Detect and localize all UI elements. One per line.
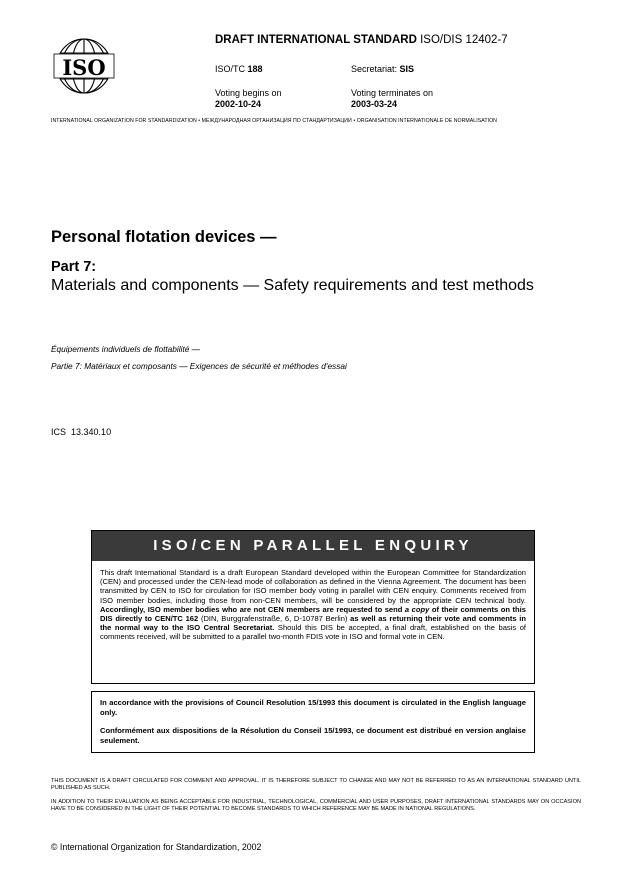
regulation-disclaimer: IN ADDITION TO THEIR EVALUATION AS BEING ACCEPTABLE FOR INDUSTRIAL, TECHNOLOGICAL, COMMERCIAL AND USER PURPOSES, DRAFT INTERNATIONAL STANDARDS MAY ON OCCASION HAVE TO BE CONSIDERED IN THE LIGHT OF THEIR POTENTIAL TO BECOME STANDARDS TO WHICH REFERENCE MAY BE MADE IN NATIONAL REGULATIONS.	[51, 799, 581, 812]
ics-code	[51, 427, 111, 437]
page-title: Personal flotation devices —	[51, 228, 277, 246]
technical-committee	[215, 64, 263, 75]
council-resolution-fr: Conformément aux dispositions de la Résolution du Conseil 15/1993, ce document est distribué en version anglaise seulement.	[100, 726, 526, 745]
enquiry-fdis-note: Should this DIS be accepted, a final draft, established on the basis of comments received, will be submitted to a parallel two-month FDIS vote in ISO and formal vote in CEN.	[100, 623, 526, 642]
iso-logo	[52, 36, 116, 96]
tc-label: ISO/TC	[215, 64, 246, 74]
part-subtitle: Materials and components — Safety requirements and test methods	[51, 277, 534, 294]
voting-ends-label: Voting terminates on	[351, 88, 434, 98]
cen-address: (DIN, Burggrafenstraße, 6, D-10787 Berlin)	[200, 614, 348, 624]
enquiry-request-cont: of their comments on this DIS directly to CEN/TC 162	[100, 604, 526, 624]
voting-ends-date: 2003-03-24	[351, 99, 398, 109]
parallel-enquiry-box	[91, 530, 535, 684]
document-type: DRAFT INTERNATIONAL STANDARD	[215, 34, 417, 46]
french-part-title: Partie 7: Matériaux et composants — Exigences de sécurité et méthodes d'essai	[51, 361, 347, 371]
draft-disclaimer: THIS DOCUMENT IS A DRAFT CIRCULATED FOR COMMENT AND APPROVAL. IT IS THEREFORE SUBJECT TO CHANGE AND MAY NOT BE REFERRED TO AS AN INTERNATIONAL STANDARD UNTIL PUBLISHED AS SUCH.	[51, 778, 581, 791]
secretariat-value: SIS	[399, 64, 415, 74]
council-resolution-box	[91, 691, 535, 753]
tc-value: 188	[247, 64, 263, 74]
parallel-enquiry-heading: ISO/CEN PARALLEL ENQUIRY	[92, 531, 534, 561]
document-number: ISO/DIS 12402-7	[420, 34, 508, 46]
voting-begins-date: 2002-10-24	[215, 99, 262, 109]
parallel-enquiry-text	[100, 568, 526, 642]
secretariat-label: Secretariat:	[351, 64, 398, 74]
enquiry-request: Accordingly, ISO member bodies who are not CEN members are requested to send	[100, 604, 403, 614]
organization-line: INTERNATIONAL ORGANIZATION FOR STANDARDIZATION • МЕЖДУНАРОДНАЯ ОРГАНИЗАЦИЯ ПО СТАНДАРТИЗАЦИИ • ORGANISATION INTERNATIONALE DE NORMALISATION	[51, 118, 497, 124]
enquiry-paragraph: This draft International Standard is a draft European Standard developed within the European Committee for Standardization (CEN) and processed under the CEN-lead mode of collaboration as defined in the Vienna Agreement. The document has been transmitted by CEN to ISO for circulation for ISO member body voting in parallel with CEN enquiry. Comments received from ISO member bodies, including those from non-CEN members, will be considered by the appropriate CEN technical body.	[100, 568, 526, 605]
ics-value: 13.340.10	[71, 427, 112, 437]
council-resolution-en: In accordance with the provisions of Council Resolution 15/1993 this document is circulated in the English language only.	[100, 698, 526, 717]
voting-begins	[215, 88, 282, 110]
secretariat	[351, 64, 414, 75]
part-number: Part 7:	[51, 259, 97, 275]
iso-logo-text: ISO	[62, 55, 106, 80]
french-title: Équipements individuels de flottabilité —	[51, 344, 200, 354]
voting-terminates	[351, 88, 433, 110]
ics-label: ICS	[51, 427, 67, 437]
voting-begins-label: Voting begins on	[215, 88, 282, 98]
copyright-notice: © International Organization for Standardization, 2002	[51, 842, 262, 852]
enquiry-vote-note: as well as returning their vote and comments in the normal way to the ISO Central Secretariat.	[100, 614, 526, 633]
enquiry-copy-emphasis: a copy	[404, 604, 430, 614]
document-type-heading	[215, 34, 508, 46]
